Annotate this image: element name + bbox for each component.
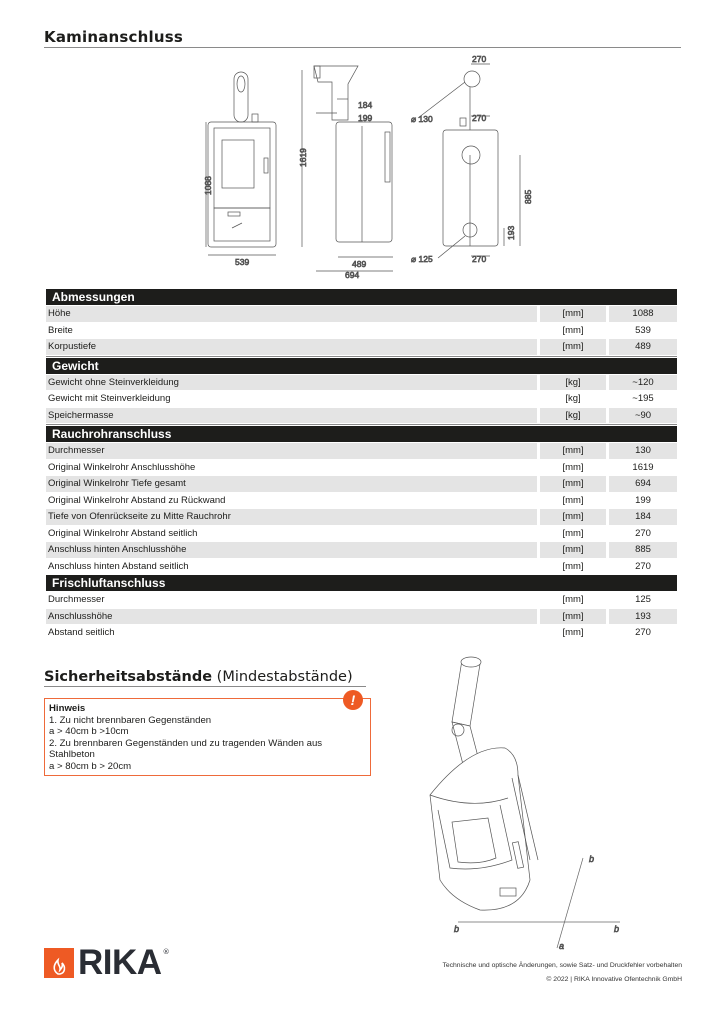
registered-mark: ® [162, 948, 170, 956]
row-unit: [mm] [562, 461, 584, 473]
row-value: 885 [609, 542, 677, 558]
specifications-table [46, 289, 677, 642]
row-unit: [mm] [562, 527, 584, 539]
row-value: 193 [609, 609, 677, 625]
dim-184: 184 [358, 100, 373, 110]
side-view-drawing [302, 66, 393, 271]
label-b-upper: b [589, 854, 595, 864]
row-label: Original Winkelrohr Anschlusshöhe [48, 461, 196, 473]
table-row [46, 443, 677, 459]
row-unit: [mm] [540, 339, 606, 355]
row-label: Anschluss hinten Anschlusshöhe [46, 542, 537, 558]
row-unit: [mm] [562, 560, 584, 572]
label-a: a [559, 941, 565, 951]
section-header-rauchrohranschluss: Rauchrohranschluss [46, 426, 677, 442]
table-row [46, 391, 677, 407]
row-unit: [mm] [540, 476, 606, 492]
row-value: 489 [609, 339, 677, 355]
row-label: Gewicht mit Steinverkleidung [48, 393, 171, 404]
table-row [46, 559, 677, 575]
disclaimer: Technische und optische Änderungen, sowie Satz- und Druckfehler vorbehalten [442, 962, 682, 969]
row-label: Speichermasse [46, 408, 537, 424]
table-row [46, 306, 677, 322]
technical-drawings [190, 50, 540, 280]
dim-side-height: 1619 [298, 148, 308, 167]
back-view-drawing [418, 64, 520, 258]
row-unit: [kg] [540, 408, 606, 424]
notice-title: Hinweis [49, 703, 86, 714]
table-row [46, 339, 677, 355]
row-label: Durchmesser [48, 594, 105, 605]
row-label: Original Winkelrohr Abstand zu Rückwand [48, 494, 226, 506]
row-unit: [mm] [562, 324, 584, 336]
notice-line: 1. Zu nicht brennbaren Gegenständen [49, 714, 212, 726]
row-value: 270 [635, 527, 651, 539]
row-value: 539 [635, 324, 651, 336]
copyright: © 2022 | RIKA Innovative Ofentechnik GmbH [546, 976, 682, 983]
safety-title: Sicherheitsabstände [44, 669, 213, 685]
dim-back-top-270: 270 [472, 54, 487, 64]
row-value: ~195 [632, 393, 654, 404]
row-unit: [mm] [562, 627, 584, 638]
section-divider [46, 424, 677, 425]
row-unit: [mm] [562, 594, 584, 605]
row-value: 184 [609, 509, 677, 525]
row-value: 1088 [609, 306, 677, 322]
row-value: 270 [635, 627, 651, 638]
row-unit: [mm] [540, 443, 606, 459]
section-header-frischluftanschluss: Frischluftanschluss [46, 575, 677, 591]
row-label: Gewicht ohne Steinverkleidung [46, 375, 537, 391]
table-row [46, 609, 677, 625]
dim-front-height: 1088 [203, 176, 213, 195]
notice-line: 2. Zu brennbaren Gegenständen und zu tragenden Wänden aus Stahlbeton [49, 737, 323, 760]
row-label: Breite [48, 324, 73, 336]
row-value: 1619 [632, 461, 654, 473]
warning-icon: ! [343, 690, 363, 710]
row-label: Original Winkelrohr Tiefe gesamt [46, 476, 537, 492]
table-row [46, 625, 677, 641]
table-row [46, 542, 677, 558]
row-unit: [mm] [562, 494, 584, 506]
row-label: Anschluss hinten Abstand seitlich [48, 560, 189, 572]
row-label: Original Winkelrohr Abstand seitlich [48, 527, 198, 539]
front-view-drawing [206, 72, 276, 255]
dim-back-mid-270: 270 [472, 113, 487, 123]
dim-diam-125: ⌀ 125 [411, 254, 433, 264]
row-unit: [mm] [540, 542, 606, 558]
row-label: Tiefe von Ofenrückseite zu Mitte Rauchrohr [46, 509, 537, 525]
section-divider [46, 356, 677, 357]
dim-back-bottom-270: 270 [472, 254, 487, 264]
row-value: 125 [635, 594, 651, 605]
row-label: Abstand seitlich [48, 627, 115, 638]
notice-box [44, 698, 371, 776]
table-row [46, 526, 677, 542]
page-title: Kaminanschluss [44, 28, 681, 48]
row-unit: [mm] [540, 306, 606, 322]
row-unit: [mm] [540, 509, 606, 525]
dim-199: 199 [358, 113, 373, 123]
row-label: Höhe [46, 306, 537, 322]
dim-diam-130: ⌀ 130 [411, 114, 433, 124]
dim-side-total: 694 [345, 270, 360, 280]
row-label: Durchmesser [46, 443, 537, 459]
row-unit: [kg] [565, 393, 581, 404]
table-row [46, 375, 677, 391]
label-b-right: b [614, 924, 620, 934]
notice-line: a > 40cm b >10cm [49, 726, 129, 737]
row-unit: [kg] [540, 375, 606, 391]
row-value: 270 [635, 560, 651, 572]
rika-logo [44, 943, 170, 982]
dim-885: 885 [523, 189, 533, 204]
brand-name: RIKA [78, 943, 162, 982]
label-b-left: b [454, 924, 460, 934]
table-row [46, 460, 677, 476]
row-unit: [mm] [540, 609, 606, 625]
flame-icon [44, 948, 74, 978]
safety-subtitle: (Mindestabstände) [216, 669, 353, 685]
row-label: Anschlusshöhe [46, 609, 537, 625]
dim-side-depth: 489 [352, 259, 367, 269]
table-row [46, 408, 677, 424]
row-value: ~90 [609, 408, 677, 424]
table-row [46, 509, 677, 525]
row-value: 130 [609, 443, 677, 459]
row-value: 199 [635, 494, 651, 506]
row-value: 694 [609, 476, 677, 492]
dim-front-width: 539 [235, 257, 250, 267]
dim-193: 193 [506, 225, 516, 240]
section-header-gewicht: Gewicht [46, 358, 677, 374]
table-row [46, 476, 677, 492]
row-value: ~120 [609, 375, 677, 391]
section-header-abmessungen: Abmessungen [46, 289, 677, 305]
clearance-drawing [400, 650, 630, 960]
table-row [46, 323, 677, 339]
notice-line: a > 80cm b > 20cm [49, 760, 132, 772]
table-row [46, 592, 677, 608]
row-label: Korpustiefe [46, 339, 537, 355]
stove-iso-drawing [430, 657, 538, 910]
table-row [46, 493, 677, 509]
safety-heading [44, 669, 366, 687]
